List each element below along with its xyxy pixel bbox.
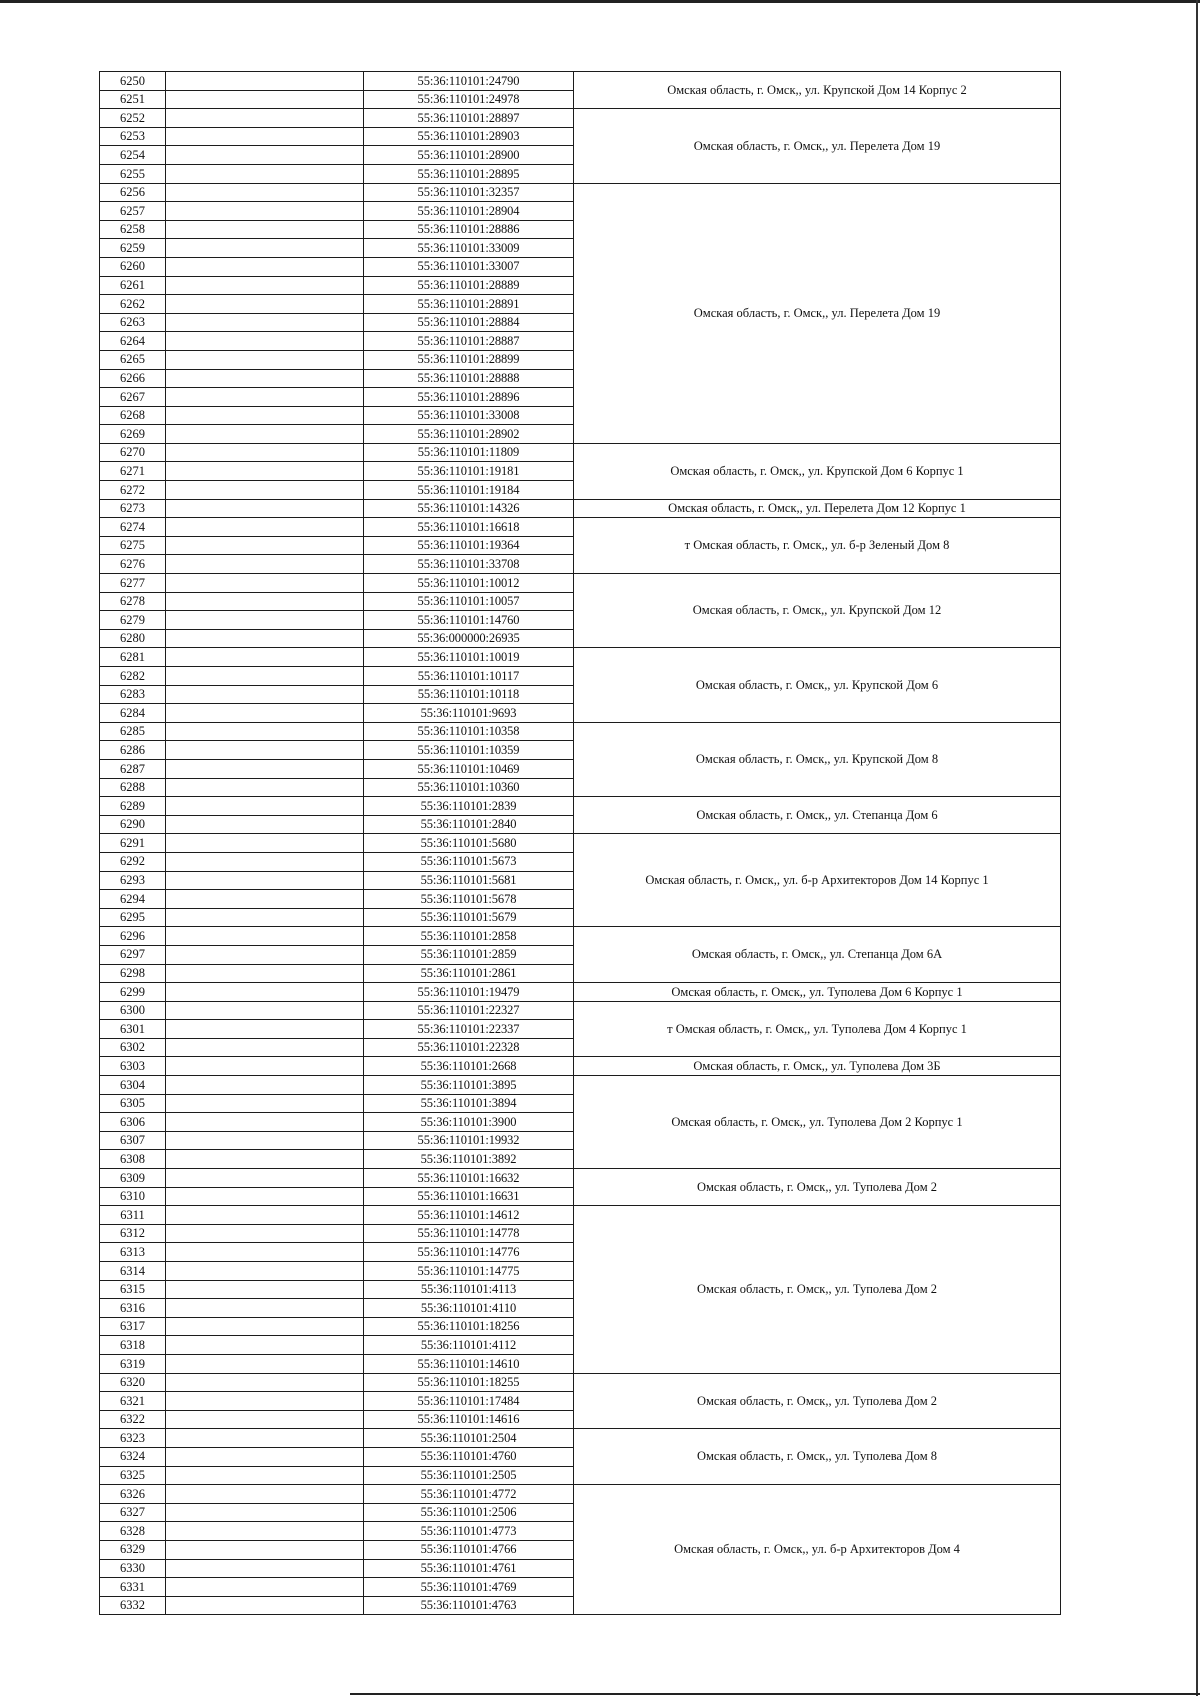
address-cell: Омская область, г. Омск,, ул. Крупской Дом 8 [574,722,1061,796]
address-cell: Омская область, г. Омск,, ул. Крупской Дом 6 Корпус 1 [574,443,1061,499]
address-cell: Омская область, г. Омск,, ул. Туполева Дом 2 [574,1169,1061,1206]
cadastral-number: 55:36:110101:4763 [364,1596,574,1615]
cadastral-number: 55:36:110101:3900 [364,1113,574,1132]
empty-cell [166,927,364,946]
empty-cell [166,1410,364,1429]
cadastral-number: 55:36:110101:3895 [364,1076,574,1095]
top-scan-border [0,0,1200,3]
empty-cell [166,1299,364,1318]
row-number: 6309 [100,1169,166,1188]
cadastral-number: 55:36:110101:10012 [364,574,574,593]
empty-cell [166,890,364,909]
empty-cell [166,759,364,778]
empty-cell [166,741,364,760]
cadastral-number: 55:36:110101:33009 [364,239,574,258]
row-number: 6276 [100,555,166,574]
empty-cell [166,388,364,407]
row-number: 6294 [100,890,166,909]
row-number: 6291 [100,834,166,853]
empty-cell [166,1224,364,1243]
row-number: 6296 [100,927,166,946]
table-row [100,1001,1061,1020]
row-number: 6251 [100,90,166,109]
cadastral-number: 55:36:110101:16632 [364,1169,574,1188]
address-cell: Омская область, г. Омск,, ул. Крупской Дом 14 Корпус 2 [574,72,1061,109]
cadastral-number: 55:36:110101:4769 [364,1578,574,1597]
row-number: 6318 [100,1336,166,1355]
table-row [100,927,1061,946]
cadastral-number: 55:36:110101:22327 [364,1001,574,1020]
empty-cell [166,536,364,555]
empty-cell [166,1447,364,1466]
empty-cell [166,257,364,276]
row-number: 6292 [100,852,166,871]
row-number: 6285 [100,722,166,741]
cadastral-number: 55:36:110101:14326 [364,499,574,518]
cadastral-number: 55:36:110101:3894 [364,1094,574,1113]
cadastral-number: 55:36:110101:4760 [364,1447,574,1466]
cadastral-number: 55:36:110101:2861 [364,964,574,983]
row-number: 6289 [100,797,166,816]
row-number: 6258 [100,220,166,239]
empty-cell [166,332,364,351]
cadastral-number: 55:36:110101:10057 [364,592,574,611]
row-number: 6313 [100,1243,166,1262]
address-cell: Омская область, г. Омск,, ул. Перелета Дом 19 [574,109,1061,183]
cadastral-number: 55:36:110101:10019 [364,648,574,667]
cadastral-number: 55:36:110101:19932 [364,1131,574,1150]
table-row [100,1485,1061,1504]
row-number: 6253 [100,127,166,146]
row-number: 6275 [100,536,166,555]
empty-cell [166,1057,364,1076]
cadastral-number: 55:36:110101:16631 [364,1187,574,1206]
cadastral-number: 55:36:110101:5678 [364,890,574,909]
row-number: 6325 [100,1466,166,1485]
table-row [100,797,1061,816]
table-row [100,72,1061,91]
row-number: 6270 [100,443,166,462]
empty-cell [166,1243,364,1262]
row-number: 6288 [100,778,166,797]
row-number: 6264 [100,332,166,351]
row-number: 6263 [100,313,166,332]
row-number: 6307 [100,1131,166,1150]
row-number: 6304 [100,1076,166,1095]
table-row [100,499,1061,518]
cadastral-number: 55:36:110101:19479 [364,983,574,1002]
row-number: 6256 [100,183,166,202]
cadastral-number: 55:36:110101:28895 [364,164,574,183]
row-number: 6269 [100,425,166,444]
empty-cell [166,313,364,332]
table-row [100,722,1061,741]
empty-cell [166,1206,364,1225]
empty-cell [166,778,364,797]
cadastral-number: 55:36:110101:33708 [364,555,574,574]
row-number: 6330 [100,1559,166,1578]
empty-cell [166,350,364,369]
table-row [100,1429,1061,1448]
cadastral-number: 55:36:110101:22337 [364,1020,574,1039]
row-number: 6295 [100,908,166,927]
table-row [100,648,1061,667]
right-scan-border [1196,0,1198,1696]
empty-cell [166,1113,364,1132]
address-cell: Омская область, г. Омск,, ул. Туполева Дом 2 [574,1206,1061,1373]
cadastral-number: 55:36:110101:28888 [364,369,574,388]
empty-cell [166,1540,364,1559]
table-row [100,183,1061,202]
address-cell: Омская область, г. Омск,, ул. Перелета Дом 19 [574,183,1061,443]
empty-cell [166,611,364,630]
cadastral-number: 55:36:110101:28884 [364,313,574,332]
cadastral-number: 55:36:110101:2840 [364,815,574,834]
address-cell: Омская область, г. Омск,, ул. б-р Архитекторов Дом 14 Корпус 1 [574,834,1061,927]
empty-cell [166,406,364,425]
row-number: 6265 [100,350,166,369]
cadastral-number: 55:36:110101:4761 [364,1559,574,1578]
cadastral-number: 55:36:110101:28887 [364,332,574,351]
row-number: 6297 [100,945,166,964]
row-number: 6329 [100,1540,166,1559]
cadastral-number: 55:36:110101:24978 [364,90,574,109]
empty-cell [166,481,364,500]
cadastral-number: 55:36:110101:4772 [364,1485,574,1504]
table-row [100,1373,1061,1392]
cadastral-number: 55:36:110101:28897 [364,109,574,128]
row-number: 6261 [100,276,166,295]
empty-cell [166,667,364,686]
row-number: 6328 [100,1522,166,1541]
row-number: 6293 [100,871,166,890]
table-row [100,834,1061,853]
empty-cell [166,1076,364,1095]
row-number: 6284 [100,704,166,723]
empty-cell [166,1094,364,1113]
row-number: 6316 [100,1299,166,1318]
empty-cell [166,1485,364,1504]
row-number: 6314 [100,1262,166,1281]
address-cell: Омская область, г. Омск,, ул. Степанца Дом 6 [574,797,1061,834]
empty-cell [166,164,364,183]
empty-cell [166,1429,364,1448]
cadastral-number: 55:36:110101:2668 [364,1057,574,1076]
row-number: 6322 [100,1410,166,1429]
address-cell: Омская область, г. Омск,, ул. Туполева Дом 6 Корпус 1 [574,983,1061,1002]
table-row [100,1057,1061,1076]
cadastral-number: 55:36:110101:4110 [364,1299,574,1318]
table-row [100,443,1061,462]
cadastral-number: 55:36:110101:14775 [364,1262,574,1281]
row-number: 6262 [100,295,166,314]
cadastral-number: 55:36:110101:4112 [364,1336,574,1355]
empty-cell [166,852,364,871]
row-number: 6298 [100,964,166,983]
empty-cell [166,945,364,964]
cadastral-number: 55:36:110101:14760 [364,611,574,630]
row-number: 6323 [100,1429,166,1448]
row-number: 6319 [100,1354,166,1373]
cadastral-number: 55:36:110101:33007 [364,257,574,276]
empty-cell [166,648,364,667]
cadastral-number: 55:36:110101:28904 [364,202,574,221]
address-cell: т Омская область, г. Омск,, ул. Туполева Дом 4 Корпус 1 [574,1001,1061,1057]
cadastral-number: 55:36:110101:10359 [364,741,574,760]
empty-cell [166,72,364,91]
row-number: 6267 [100,388,166,407]
cadastral-number: 55:36:110101:4773 [364,1522,574,1541]
cadastral-table-body [100,72,1061,1615]
empty-cell [166,295,364,314]
address-cell: Омская область, г. Омск,, ул. Туполева Дом 8 [574,1429,1061,1485]
cadastral-number: 55:36:110101:32357 [364,183,574,202]
empty-cell [166,592,364,611]
cadastral-number: 55:36:110101:28891 [364,295,574,314]
address-cell: Омская область, г. Омск,, ул. Туполева Дом 2 Корпус 1 [574,1076,1061,1169]
table-row [100,1169,1061,1188]
empty-cell [166,90,364,109]
empty-cell [166,499,364,518]
cadastral-number: 55:36:110101:10360 [364,778,574,797]
empty-cell [166,1392,364,1411]
empty-cell [166,425,364,444]
cadastral-number: 55:36:110101:10469 [364,759,574,778]
empty-cell [166,146,364,165]
address-cell: Омская область, г. Омск,, ул. б-р Архитекторов Дом 4 [574,1485,1061,1615]
empty-cell [166,1187,364,1206]
empty-cell [166,239,364,258]
cadastral-number: 55:36:110101:28896 [364,388,574,407]
row-number: 6281 [100,648,166,667]
table-row [100,109,1061,128]
cadastral-number: 55:36:110101:10117 [364,667,574,686]
empty-cell [166,202,364,221]
row-number: 6277 [100,574,166,593]
row-number: 6255 [100,164,166,183]
empty-cell [166,1466,364,1485]
row-number: 6321 [100,1392,166,1411]
address-cell: Омская область, г. Омск,, ул. Степанца Дом 6А [574,927,1061,983]
row-number: 6279 [100,611,166,630]
empty-cell [166,1150,364,1169]
empty-cell [166,1262,364,1281]
row-number: 6282 [100,667,166,686]
empty-cell [166,797,364,816]
row-number: 6310 [100,1187,166,1206]
empty-cell [166,443,364,462]
cadastral-table [99,71,1061,1615]
cadastral-number: 55:36:110101:10358 [364,722,574,741]
cadastral-number: 55:36:110101:14616 [364,1410,574,1429]
cadastral-number: 55:36:110101:22328 [364,1038,574,1057]
row-number: 6308 [100,1150,166,1169]
cadastral-number: 55:36:000000:26935 [364,629,574,648]
cadastral-number: 55:36:110101:11809 [364,443,574,462]
address-cell: Омская область, г. Омск,, ул. Крупской Дом 12 [574,574,1061,648]
cadastral-number: 55:36:110101:28903 [364,127,574,146]
row-number: 6306 [100,1113,166,1132]
cadastral-number: 55:36:110101:14776 [364,1243,574,1262]
empty-cell [166,127,364,146]
row-number: 6271 [100,462,166,481]
empty-cell [166,983,364,1002]
row-number: 6315 [100,1280,166,1299]
row-number: 6326 [100,1485,166,1504]
empty-cell [166,1596,364,1615]
row-number: 6299 [100,983,166,1002]
row-number: 6274 [100,518,166,537]
cadastral-number: 55:36:110101:19364 [364,536,574,555]
cadastral-number: 55:36:110101:2504 [364,1429,574,1448]
table-row [100,983,1061,1002]
bottom-scan-border [350,1693,1200,1695]
cadastral-number: 55:36:110101:28886 [364,220,574,239]
empty-cell [166,1020,364,1039]
cadastral-number: 55:36:110101:5679 [364,908,574,927]
cadastral-number: 55:36:110101:18255 [364,1373,574,1392]
cadastral-number: 55:36:110101:28889 [364,276,574,295]
empty-cell [166,685,364,704]
row-number: 6332 [100,1596,166,1615]
row-number: 6287 [100,759,166,778]
row-number: 6268 [100,406,166,425]
empty-cell [166,1578,364,1597]
empty-cell [166,574,364,593]
cadastral-number: 55:36:110101:9693 [364,704,574,723]
address-cell: Омская область, г. Омск,, ул. Крупской Дом 6 [574,648,1061,722]
table-row [100,518,1061,537]
empty-cell [166,109,364,128]
cadastral-number: 55:36:110101:28902 [364,425,574,444]
empty-cell [166,629,364,648]
empty-cell [166,220,364,239]
row-number: 6280 [100,629,166,648]
cadastral-number: 55:36:110101:19181 [364,462,574,481]
empty-cell [166,908,364,927]
row-number: 6312 [100,1224,166,1243]
row-number: 6254 [100,146,166,165]
cadastral-number: 55:36:110101:2505 [364,1466,574,1485]
row-number: 6300 [100,1001,166,1020]
row-number: 6259 [100,239,166,258]
empty-cell [166,1373,364,1392]
row-number: 6290 [100,815,166,834]
cadastral-number: 55:36:110101:28900 [364,146,574,165]
cadastral-number: 55:36:110101:28899 [364,350,574,369]
cadastral-number: 55:36:110101:2858 [364,927,574,946]
address-cell: Омская область, г. Омск,, ул. Перелета Дом 12 Корпус 1 [574,499,1061,518]
row-number: 6260 [100,257,166,276]
empty-cell [166,704,364,723]
cadastral-number: 55:36:110101:14610 [364,1354,574,1373]
empty-cell [166,276,364,295]
empty-cell [166,1280,364,1299]
cadastral-number: 55:36:110101:14612 [364,1206,574,1225]
cadastral-number: 55:36:110101:33008 [364,406,574,425]
empty-cell [166,1001,364,1020]
cadastral-number: 55:36:110101:2506 [364,1503,574,1522]
row-number: 6331 [100,1578,166,1597]
row-number: 6305 [100,1094,166,1113]
row-number: 6317 [100,1317,166,1336]
cadastral-number: 55:36:110101:5673 [364,852,574,871]
cadastral-number: 55:36:110101:4766 [364,1540,574,1559]
row-number: 6278 [100,592,166,611]
empty-cell [166,1038,364,1057]
row-number: 6301 [100,1020,166,1039]
empty-cell [166,1354,364,1373]
cadastral-number: 55:36:110101:17484 [364,1392,574,1411]
address-cell: Омская область, г. Омск,, ул. Туполева Дом 2 [574,1373,1061,1429]
empty-cell [166,462,364,481]
cadastral-number: 55:36:110101:19184 [364,481,574,500]
row-number: 6257 [100,202,166,221]
empty-cell [166,871,364,890]
empty-cell [166,815,364,834]
row-number: 6327 [100,1503,166,1522]
cadastral-number: 55:36:110101:24790 [364,72,574,91]
cadastral-number: 55:36:110101:5680 [364,834,574,853]
row-number: 6283 [100,685,166,704]
row-number: 6250 [100,72,166,91]
empty-cell [166,369,364,388]
row-number: 6252 [100,109,166,128]
cadastral-number: 55:36:110101:10118 [364,685,574,704]
row-number: 6266 [100,369,166,388]
row-number: 6286 [100,741,166,760]
table-row [100,574,1061,593]
cadastral-number: 55:36:110101:2839 [364,797,574,816]
cadastral-number: 55:36:110101:2859 [364,945,574,964]
cadastral-number: 55:36:110101:18256 [364,1317,574,1336]
row-number: 6311 [100,1206,166,1225]
address-cell: т Омская область, г. Омск,, ул. б-р Зеленый Дом 8 [574,518,1061,574]
empty-cell [166,1169,364,1188]
empty-cell [166,518,364,537]
empty-cell [166,183,364,202]
empty-cell [166,1336,364,1355]
empty-cell [166,1559,364,1578]
row-number: 6273 [100,499,166,518]
empty-cell [166,834,364,853]
row-number: 6324 [100,1447,166,1466]
row-number: 6272 [100,481,166,500]
cadastral-number: 55:36:110101:4113 [364,1280,574,1299]
table-row [100,1076,1061,1095]
row-number: 6303 [100,1057,166,1076]
empty-cell [166,1503,364,1522]
empty-cell [166,1522,364,1541]
empty-cell [166,1317,364,1336]
cadastral-number: 55:36:110101:14778 [364,1224,574,1243]
cadastral-number: 55:36:110101:5681 [364,871,574,890]
empty-cell [166,964,364,983]
row-number: 6320 [100,1373,166,1392]
empty-cell [166,1131,364,1150]
row-number: 6302 [100,1038,166,1057]
cadastral-number: 55:36:110101:3892 [364,1150,574,1169]
empty-cell [166,555,364,574]
cadastral-number: 55:36:110101:16618 [364,518,574,537]
empty-cell [166,722,364,741]
table-row [100,1206,1061,1225]
address-cell: Омская область, г. Омск,, ул. Туполева Дом 3Б [574,1057,1061,1076]
